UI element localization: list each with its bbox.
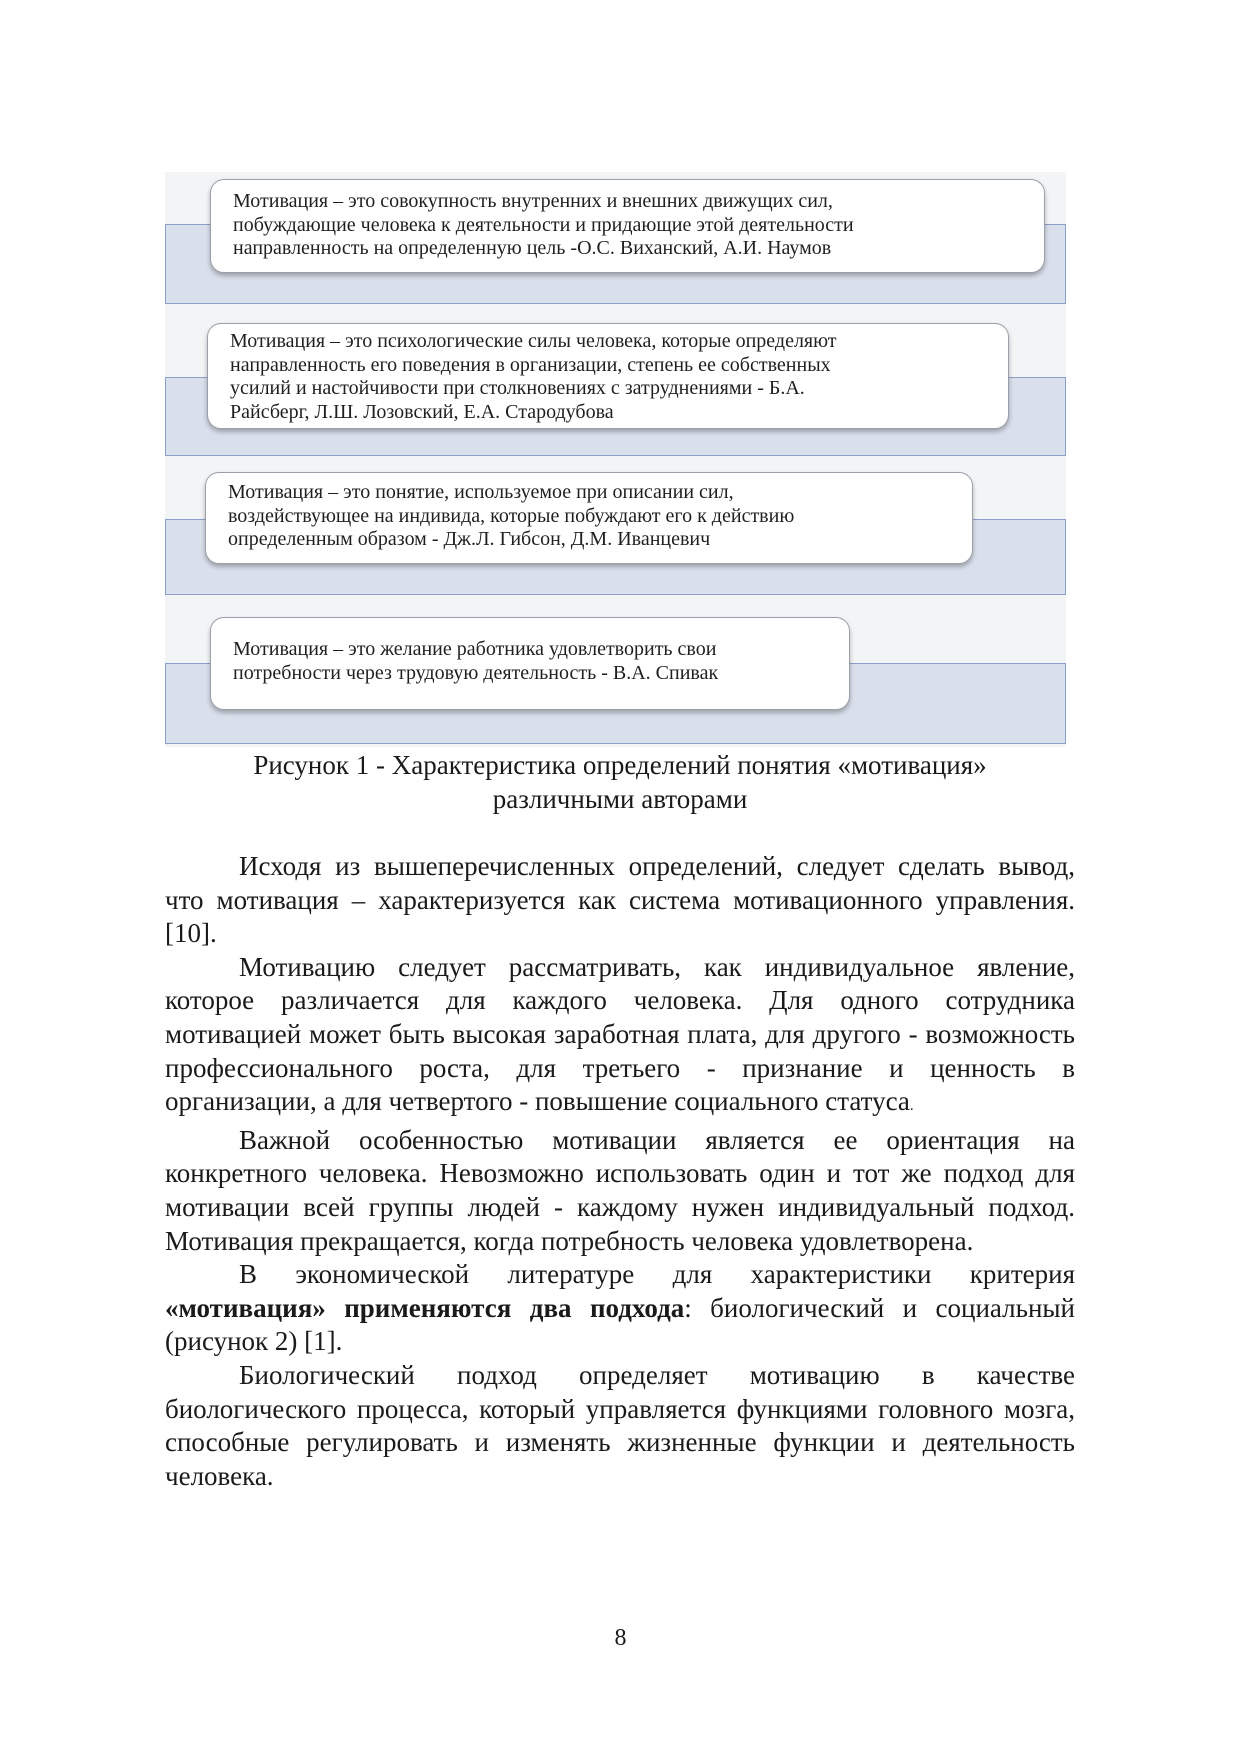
paragraph-4-start: В экономической литературе для характеристики критерия	[239, 1259, 1075, 1290]
paragraph-2	[165, 951, 1075, 1124]
paragraph-2-text: Мотивацию следует рассматривать, как индивидуальное явление, которое различается для каждого человека. Для одного сотрудника мотивацией может быть высокая заработная плата, для другого - возможность профессионального роста, для третьего - признание и ценность в организации, а для четвертого - повышение социального статуса	[165, 951, 1075, 1117]
paragraph-4	[165, 1258, 1075, 1359]
figure-caption-line-1: Рисунок 1 - Характеристика определений понятия «мотивация»	[253, 750, 987, 780]
figure-caption-line-2: различными авторами	[492, 784, 748, 814]
page-number: 8	[614, 1625, 627, 1651]
paragraph-2-end: .	[909, 1098, 914, 1115]
paragraph-5: Биологический подход определяет мотивацию в качестве биологического процесса, который управляется функциями головного мозга, способные регулировать и изменять жизненные функции и деятельность человека.	[165, 1359, 1075, 1491]
definition-card-3: Мотивация – это понятие, используемое при описании сил, воздействующее на индивида, которые побуждают его к действию определенным образом - Дж.Л. Гибсон, Д.М. Иванцевич	[205, 472, 973, 564]
body-text	[165, 850, 1075, 1493]
definition-card-1: Мотивация – это совокупность внутренних и внешних движущих сил, побуждающие человека к деятельности и придающие этой деятельности направленность на определенную цель -О.С. Виханский, А.И. Наумов	[210, 179, 1045, 273]
paragraph-4-bold: «мотивация» применяются два подхода	[165, 1292, 685, 1323]
paragraph-3: Важной особенностью мотивации является ее ориентация на конкретного человека. Невозможно использовать один и тот же подход для мотивации всей группы людей - каждому нужен индивидуальный подход. Мотивация прекращается, когда потребность человека удовлетворена.	[165, 1124, 1075, 1256]
paragraph-1: Исходя из вышеперечисленных определений, следует сделать вывод, что мотивация – характеризуется как система мотивационного управления. [10].	[165, 851, 1075, 949]
definition-card-4: Мотивация – это желание работника удовлетворить свои потребности через трудовую деятельность - В.А. Спивак	[210, 617, 850, 710]
definition-card-2: Мотивация – это психологические силы человека, которые определяют направленность его поведения в организации, степень ее собственных усилий и настойчивости при столкновениях с затруднениями - Б.А. Райсберг, Л.Ш. Лозовский, Е.А. Стародубова	[207, 323, 1009, 429]
figure-caption	[165, 748, 1075, 816]
paragraph-4-end: : биологический и социальный (рисунок 2) [1].	[165, 1292, 1075, 1357]
definitions-figure	[165, 172, 1066, 747]
